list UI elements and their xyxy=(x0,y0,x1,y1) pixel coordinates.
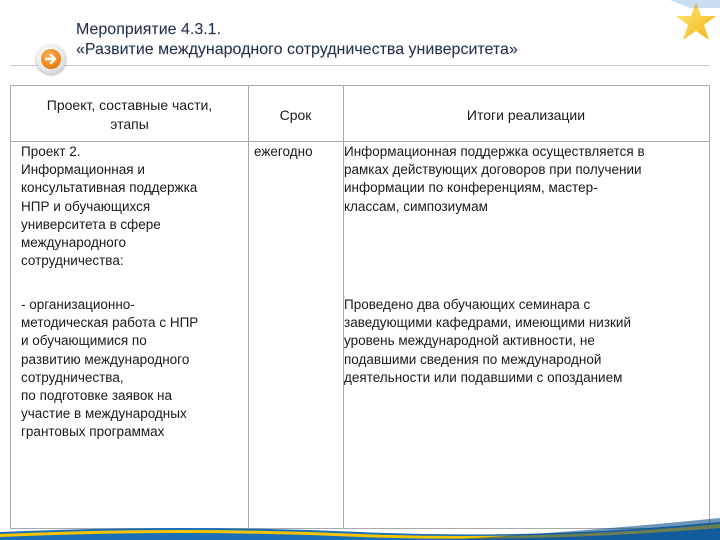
arrow-badge xyxy=(36,44,66,74)
column-header-project: Проект, составные части, этапы xyxy=(46,97,213,132)
header-row-divider xyxy=(11,141,709,142)
page-title xyxy=(76,20,636,60)
column-divider xyxy=(248,86,249,528)
decorative-swoosh xyxy=(0,510,720,540)
arrow-right-icon xyxy=(41,49,61,69)
row-1-term: ежегодно xyxy=(254,144,313,159)
column-header-results: Итоги реализации xyxy=(466,107,586,123)
column-header-term: Срок xyxy=(279,107,312,123)
row-2-results: Проведено два обучающих семинара с заведующими кафедрами, имеющими низкий уровень международной активности, не подавшими сведения по международной деятельности или подавшими с опозданием xyxy=(344,297,632,385)
star-icon xyxy=(630,0,720,60)
row-1-results: Информационная поддержка осуществляется в рамках действующих договоров при получении информации по конференциям, мастер- классам, симпозиумам xyxy=(344,144,645,214)
title-line-2: «Развитие международного сотрудничества университета» xyxy=(76,41,518,58)
title-line-1: Мероприятие 4.3.1. xyxy=(76,21,222,38)
results-table xyxy=(10,85,710,529)
header-divider xyxy=(10,65,710,66)
row-1-project: Проект 2. Информационная и консультативная поддержка НПР и обучающихся университета в сфере международного сотрудничества: xyxy=(21,144,198,269)
row-2-project: - организационно- методическая работа с НПР и обучающимися по развитию международного сотрудничества, по подготовке заявок на участие в международных грантовых программах xyxy=(21,297,199,440)
